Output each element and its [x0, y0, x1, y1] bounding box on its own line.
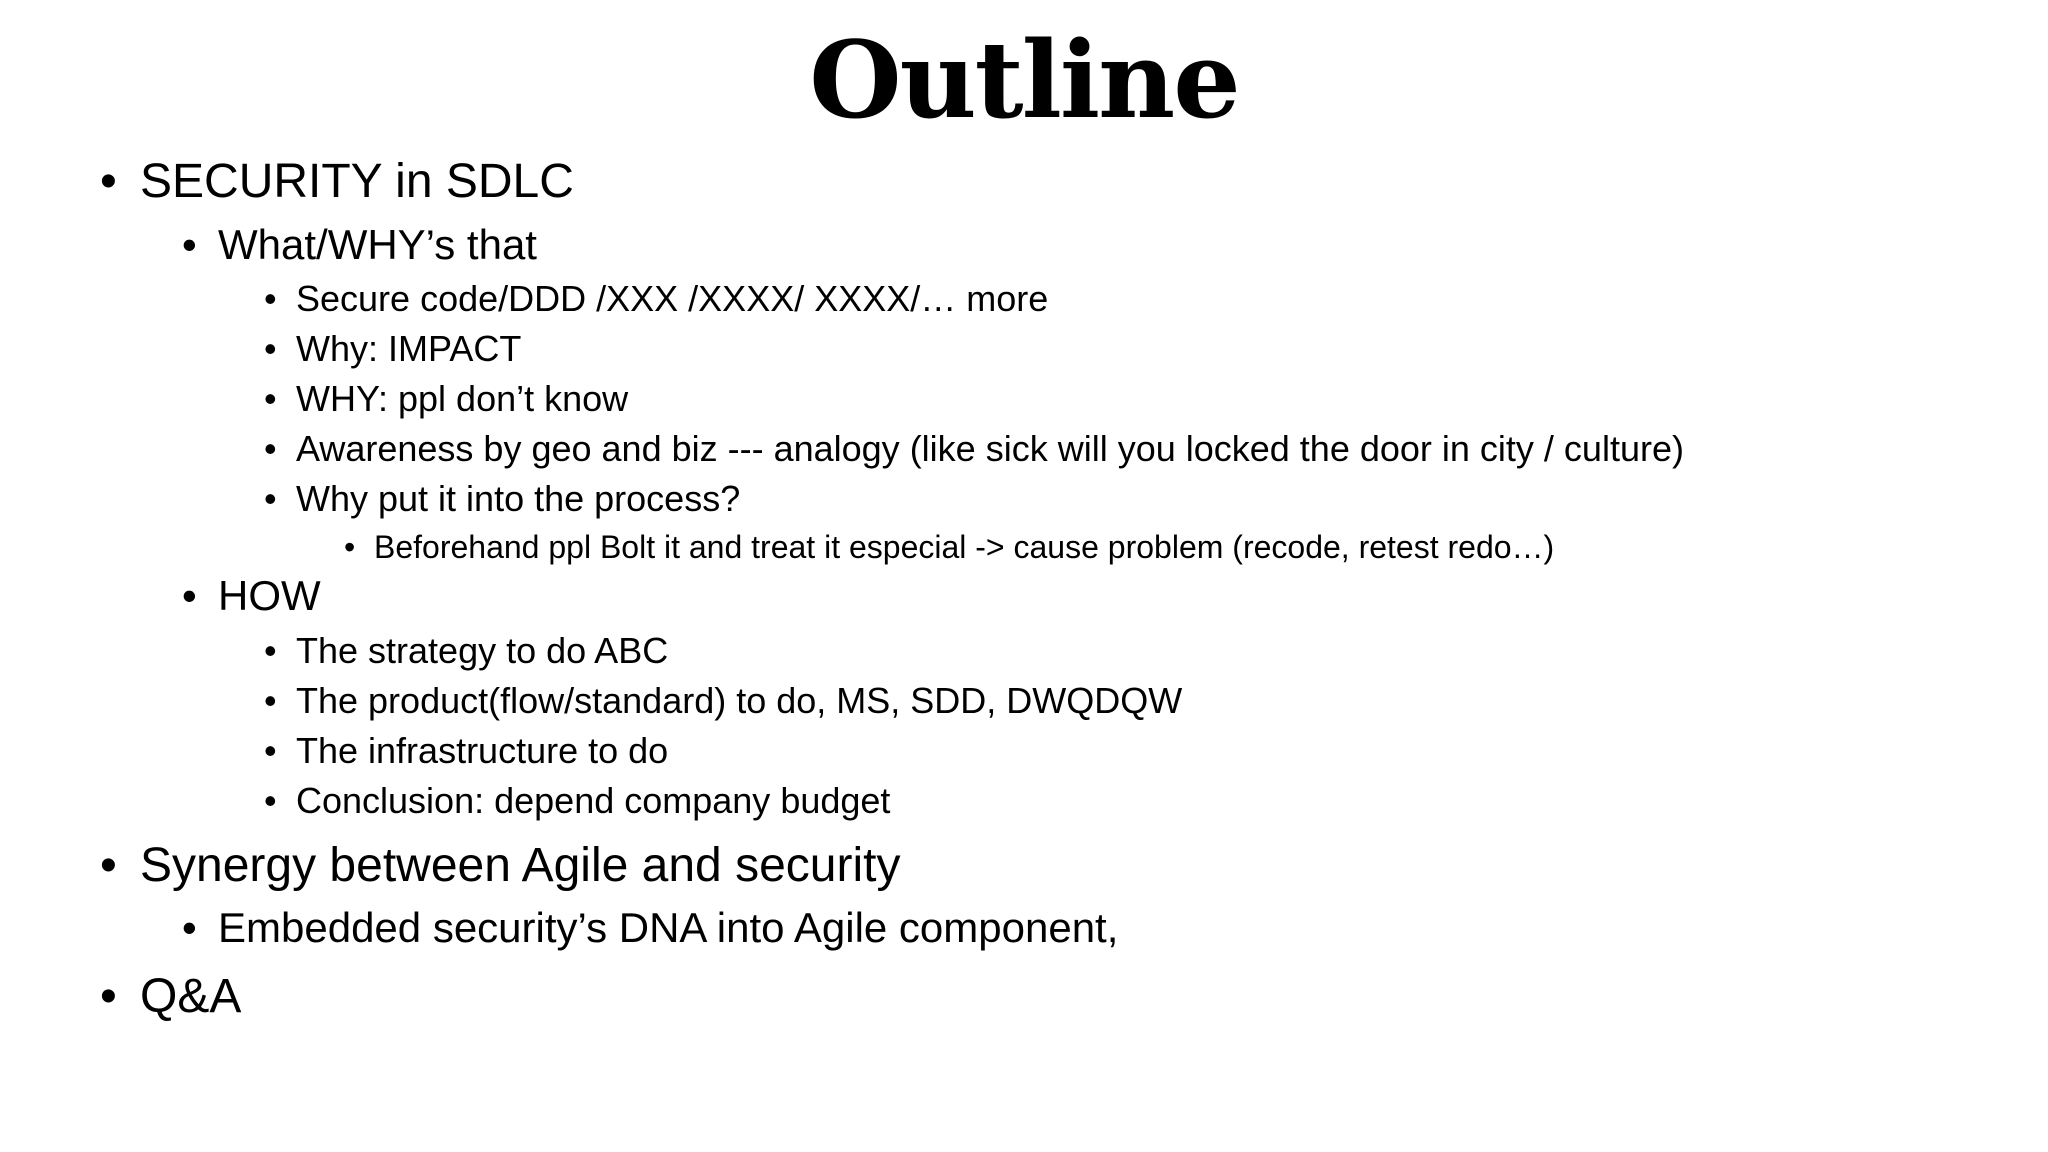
bullet-icon: • [264, 730, 277, 771]
slide-title: Outline [809, 17, 1239, 142]
outline-item-awareness [264, 428, 1684, 469]
bullet-icon: • [182, 572, 197, 619]
outline-item-text: What/WHY’s that [218, 221, 537, 268]
outline-item-strategy [264, 630, 669, 671]
outline-item-text: WHY: ppl don’t know [296, 378, 629, 419]
outline-item-synergy [100, 839, 901, 892]
bullet-icon: • [264, 630, 277, 671]
outline-item-infrastructure [264, 730, 669, 771]
outline-item-conclusion [264, 780, 891, 821]
outline-item-how [182, 572, 321, 619]
outline-item-what-why [182, 221, 537, 268]
outline-item-why-process [264, 478, 741, 519]
outline-item-text: Secure code/DDD /XXX /XXXX/ XXXX/… more [296, 278, 1049, 319]
bullet-icon: • [182, 221, 197, 268]
outline-item-text: HOW [218, 572, 321, 619]
outline-item-text: Embedded security’s DNA into Agile component, [218, 904, 1119, 951]
outline-item-text: The strategy to do ABC [296, 630, 669, 671]
outline-item-product [264, 680, 1183, 721]
bullet-icon: • [100, 155, 117, 208]
outline-item-text: Synergy between Agile and security [140, 839, 901, 892]
bullet-icon: • [264, 478, 277, 519]
outline-item-text: Why: IMPACT [296, 328, 522, 369]
bullet-icon: • [264, 278, 277, 319]
outline-item-text: Why put it into the process? [296, 478, 741, 519]
outline-item-text: Conclusion: depend company budget [296, 780, 891, 821]
outline-item-beforehand [344, 529, 1555, 565]
outline-item-text: The product(flow/standard) to do, MS, SDD, DWQDQW [296, 680, 1183, 721]
bullet-icon: • [264, 378, 277, 419]
bullet-icon: • [100, 970, 117, 1023]
bullet-icon: • [182, 904, 197, 951]
outline-item-ppl-dont-know [264, 378, 629, 419]
outline-item-security-in-sdlc [100, 155, 574, 208]
bullet-icon: • [264, 680, 277, 721]
outline-item-text: SECURITY in SDLC [140, 155, 574, 208]
outline-item-text: The infrastructure to do [296, 730, 669, 771]
outline-item-text: Awareness by geo and biz --- analogy (like sick will you locked the door in city / culture) [296, 428, 1684, 469]
outline-item-qa [100, 970, 242, 1023]
outline-item-text: Q&A [140, 970, 242, 1023]
outline-item-why-impact [264, 328, 522, 369]
bullet-icon: • [264, 428, 277, 469]
bullet-icon: • [264, 328, 277, 369]
bullet-icon: • [100, 839, 117, 892]
outline-item-embedded-dna [182, 904, 1119, 951]
bullet-icon: • [264, 780, 277, 821]
bullet-icon: • [344, 529, 356, 565]
outline-item-text: Beforehand ppl Bolt it and treat it especial -> cause problem (recode, retest redo…) [374, 529, 1555, 565]
outline-item-secure-code [264, 278, 1049, 319]
